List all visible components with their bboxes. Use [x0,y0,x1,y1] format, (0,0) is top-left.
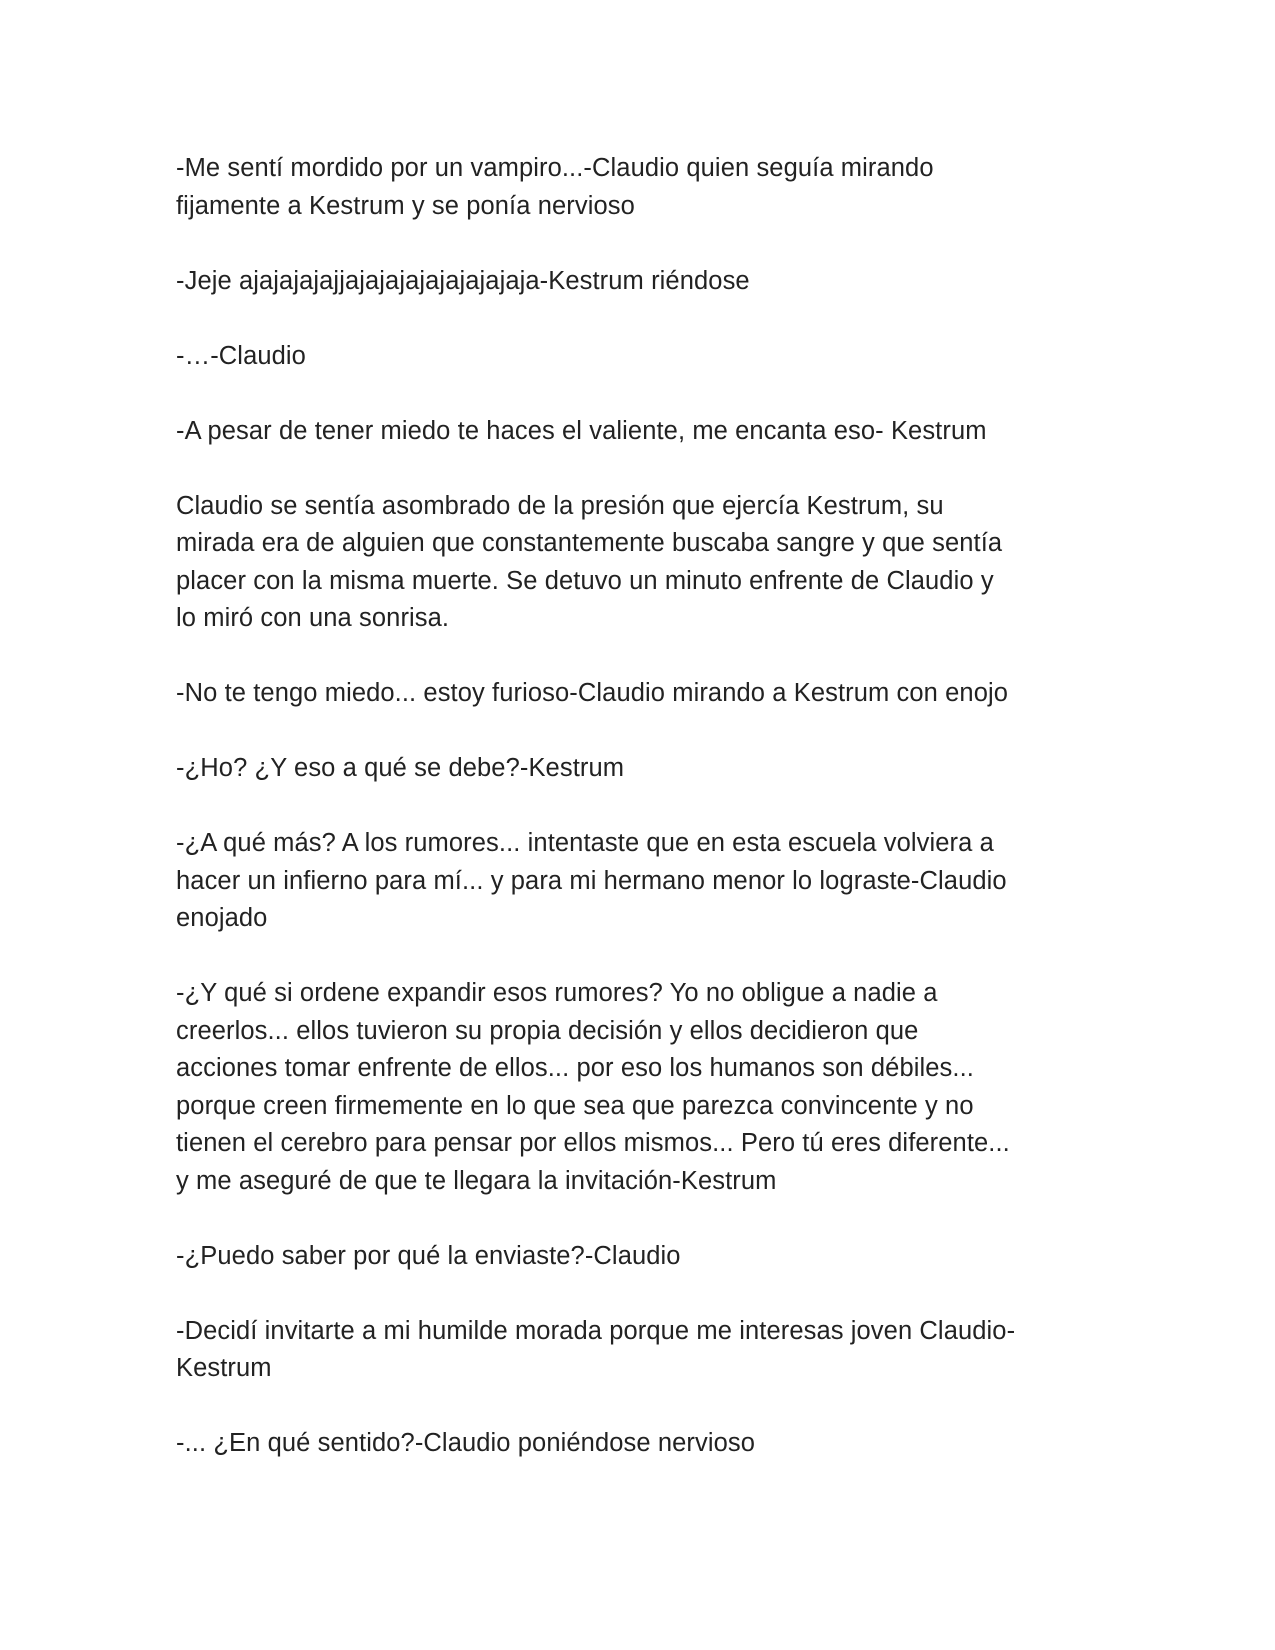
paragraph: -Me sentí mordido por un vampiro...-Claudio quien seguía mirando fijamente a Kestrum y se ponía nervioso [176,154,934,220]
paragraph: -A pesar de tener miedo te haces el valiente, me encanta eso- Kestrum [176,416,987,445]
paragraph: -Jeje ajajajajajjajajajajajajajajaja-Kestrum riéndose [176,266,750,295]
paragraph: -¿A qué más? A los rumores... intentaste que en esta escuela volviera a hacer un infierno para mí... y para mi hermano menor lo lograste-Claudio enojado [176,829,1007,932]
paragraph: -¿Puedo saber por qué la enviaste?-Claudio [176,1241,681,1270]
paragraph: -Decidí invitarte a mi humilde morada porque me interesas joven Claudio- Kestrum [176,1316,1016,1382]
paragraph: -... ¿En qué sentido?-Claudio poniéndose nervioso [176,1429,756,1457]
paragraph: -¿Y qué si ordene expandir esos rumores? Yo no obligue a nadie a creerlos... ellos tuvieron su propia decisión y ellos decidieron que acciones tomar enfrente de ellos... por eso los humanos son débiles... porque creen firmemente en lo que sea que parezca convincente y no tienen el cerebro para pensar por ellos mismos... Pero tú eres diferente... y me aseguré de que te llegara la invitación-Kestrum [176,979,1010,1195]
paragraph: -No te tengo miedo... estoy furioso-Claudio mirando a Kestrum con enojo [176,679,1009,707]
document-body [176,150,1106,1463]
paragraph: -…-Claudio [176,341,306,370]
paragraph: Claudio se sentía asombrado de la presión que ejercía Kestrum, su mirada era de alguien que constantemente buscaba sangre y que sentía placer con la misma muerte. Se detuvo un minuto enfrente de Claudio y lo miró con una sonrisa. [176,491,1003,632]
paragraph: -¿Ho? ¿Y eso a qué se debe?-Kestrum [176,754,625,782]
